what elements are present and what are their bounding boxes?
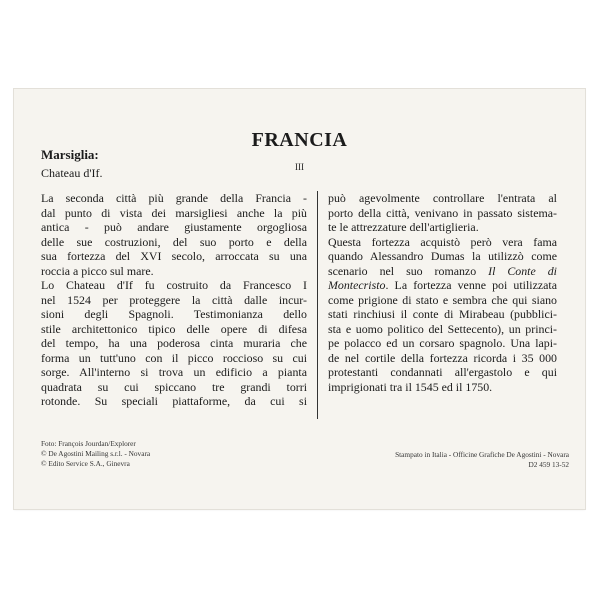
- card-numeral: III: [295, 162, 304, 172]
- text-line: Questa fortezza acquistò però vera fama: [328, 234, 557, 249]
- text-line: delle sue costruzioni, del suo porto e della: [41, 234, 307, 249]
- copyright-line: © Edito Service S.A., Ginevra: [41, 459, 130, 468]
- text-line: protestanti condannati all'ergastolo e qui: [328, 365, 557, 379]
- text-segment: scenario nel suo romanzo: [328, 263, 477, 278]
- text-line: come prigione di stato e sembra che qui siano: [328, 292, 557, 307]
- text-line: quando Alessandro Dumas la utilizzò come: [328, 249, 557, 263]
- left-text-column: [41, 191, 307, 409]
- text-line: sua fortezza del XVI secolo, arroccata su una: [41, 249, 307, 263]
- text-line: quadrata su cui spiccano tre grandi torri: [41, 379, 307, 394]
- card-code: D2 459 13-52: [528, 460, 569, 469]
- printed-in: Stampato in Italia - Officine Grafiche De Agostini - Novara: [395, 450, 569, 459]
- text-line: del tempo, ha una poderosa cinta muraria che: [41, 336, 307, 350]
- right-text-column: [328, 191, 557, 394]
- text-line: porto della città, venivano in passato sistema-: [328, 205, 557, 220]
- text-line: te le attrezzature dell'artiglieria.: [328, 220, 479, 234]
- text-line: pe polacco ed un corsaro spagnolo. Una lapi-: [328, 336, 557, 350]
- printing-info: [395, 450, 569, 470]
- photo-credits: [41, 439, 150, 469]
- place-heading: Marsiglia:: [41, 147, 99, 162]
- card-title: FRANCIA: [251, 129, 348, 151]
- text-line: può agevolmente controllare l'entrata al: [328, 191, 557, 205]
- novel-title-part: Montecristo: [328, 278, 386, 292]
- text-line: [328, 264, 557, 279]
- text-segment: . La fortezza venne poi utilizzata: [385, 278, 557, 292]
- column-divider: [317, 191, 318, 419]
- text-line: sorge. All'interno si trova un edificio a pianta: [41, 365, 307, 379]
- text-line: antica - può andare giustamente orgogliosa: [41, 220, 307, 234]
- postcard-back: [14, 89, 585, 509]
- text-line: dal punto di vista dei marsigliesi anche la più: [41, 205, 307, 220]
- text-line: de nel cortile della fortezza ricorda i 35 000: [328, 350, 557, 365]
- text-line: roccia a picco sul mare.: [41, 263, 154, 278]
- text-line: sioni degli Spagnoli. Testimonianza dello: [41, 307, 307, 321]
- text-line: imprigionati tra il 1545 ed il 1750.: [328, 379, 493, 394]
- text-line: stile architettonico tipico delle opere di difesa: [41, 321, 307, 336]
- text-line: [328, 278, 557, 293]
- text-line: Lo Chateau d'If fu costruito da Francesco I: [41, 278, 307, 292]
- text-line: stati rinchiusi il conte di Mirabeau (pubblici-: [328, 307, 557, 321]
- text-line: nel 1524 per proteggere la città dalle incur-: [41, 292, 307, 307]
- place-subheading: Chateau d'If.: [41, 166, 103, 180]
- text-line: sta e uomo politico del Settecento), un princi-: [328, 321, 557, 336]
- photo-credit: Foto: François Jourdan/Explorer: [41, 439, 136, 448]
- text-line: forma un tutt'uno con il picco roccioso su cui: [41, 350, 307, 365]
- text-line: La seconda città più grande della Francia -: [41, 191, 307, 205]
- novel-title-part: Il Conte di: [488, 263, 557, 278]
- text-line: rotonde. Su speciali piattaforme, da cui si: [41, 394, 307, 408]
- copyright-line: © De Agostini Mailing s.r.l. - Novara: [41, 449, 151, 458]
